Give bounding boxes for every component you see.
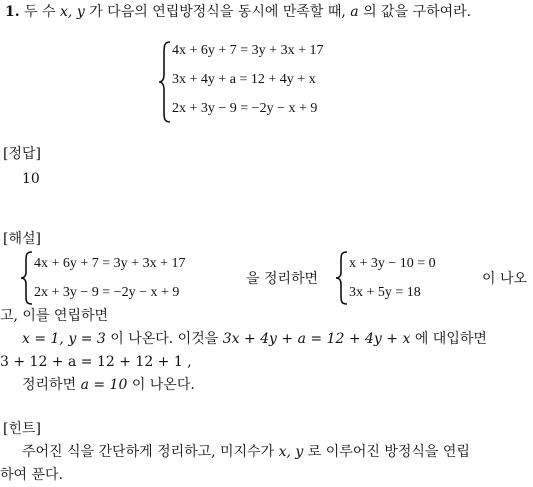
explanation-line-4: 3 + 12 + a = 12 + 12 + 1 ,	[0, 354, 192, 370]
explanation-line-2: 고, 이를 연립하면	[0, 308, 109, 324]
problem-statement	[5, 3, 471, 21]
problem-text-middle: 가 다음의 연립방정식을 동시에 만족할 때,	[89, 4, 346, 20]
hint-line-1-b: 로 이루어진 방정식을 연립	[307, 444, 470, 460]
explanation-line-5-suffix: 이 나온다.	[131, 377, 195, 393]
explanation-line-3-end: 에 대입하면	[414, 331, 487, 347]
answer-value: 10	[22, 171, 40, 187]
problem-brace	[158, 40, 172, 124]
hint-label: [힌트]	[3, 421, 41, 437]
hint-line-1	[22, 443, 470, 461]
hint-vars: x, y	[278, 444, 304, 460]
problem-vars: x, y	[60, 4, 85, 20]
explanation-tail: 이 나오	[482, 271, 528, 287]
explanation-line-3	[22, 330, 487, 348]
problem-text-before: 두 수	[24, 4, 56, 20]
explanation-left-eq-1: 4x + 6y + 7 = 3y + 3x + 17	[34, 256, 186, 271]
problem-target: a	[350, 4, 359, 20]
explanation-right-brace	[335, 250, 349, 306]
explanation-left-brace	[20, 250, 34, 306]
hint-line-1-a: 주어진 식을 간단하게 정리하고, 미지수가	[22, 444, 275, 460]
explanation-right-eq-1: x + 3y − 10 = 0	[349, 256, 436, 271]
explanation-result: a = 10	[80, 377, 128, 393]
explanation-connector: 을 정리하면	[246, 271, 319, 287]
problem-equation-3: 2x + 3y − 9 = −2y − x + 9	[172, 101, 318, 116]
explanation-line-5	[22, 376, 195, 394]
hint-line-2: 하여 푼다.	[0, 467, 63, 483]
explanation-solution: x = 1, y = 3	[22, 331, 106, 347]
answer-label: [정답]	[3, 146, 41, 162]
explanation-left-eq-2: 2x + 3y − 9 = −2y − x + 9	[34, 285, 180, 300]
problem-number: 1.	[5, 4, 20, 20]
explanation-line-3-text: 이 나온다. 이것을	[110, 331, 219, 347]
explanation-right-eq-2: 3x + 5y = 18	[349, 285, 421, 300]
problem-equation-2: 3x + 4y + a = 12 + 4y + x	[172, 72, 316, 87]
explanation-line-5-prefix: 정리하면	[22, 377, 77, 393]
explanation-substitute-eq: 3x + 4y + a = 12 + 4y + x	[222, 331, 411, 347]
problem-equation-1: 4x + 6y + 7 = 3y + 3x + 17	[172, 43, 324, 58]
problem-text-after: 의 값을 구하여라.	[363, 4, 472, 20]
explanation-label: [해설]	[3, 231, 41, 247]
